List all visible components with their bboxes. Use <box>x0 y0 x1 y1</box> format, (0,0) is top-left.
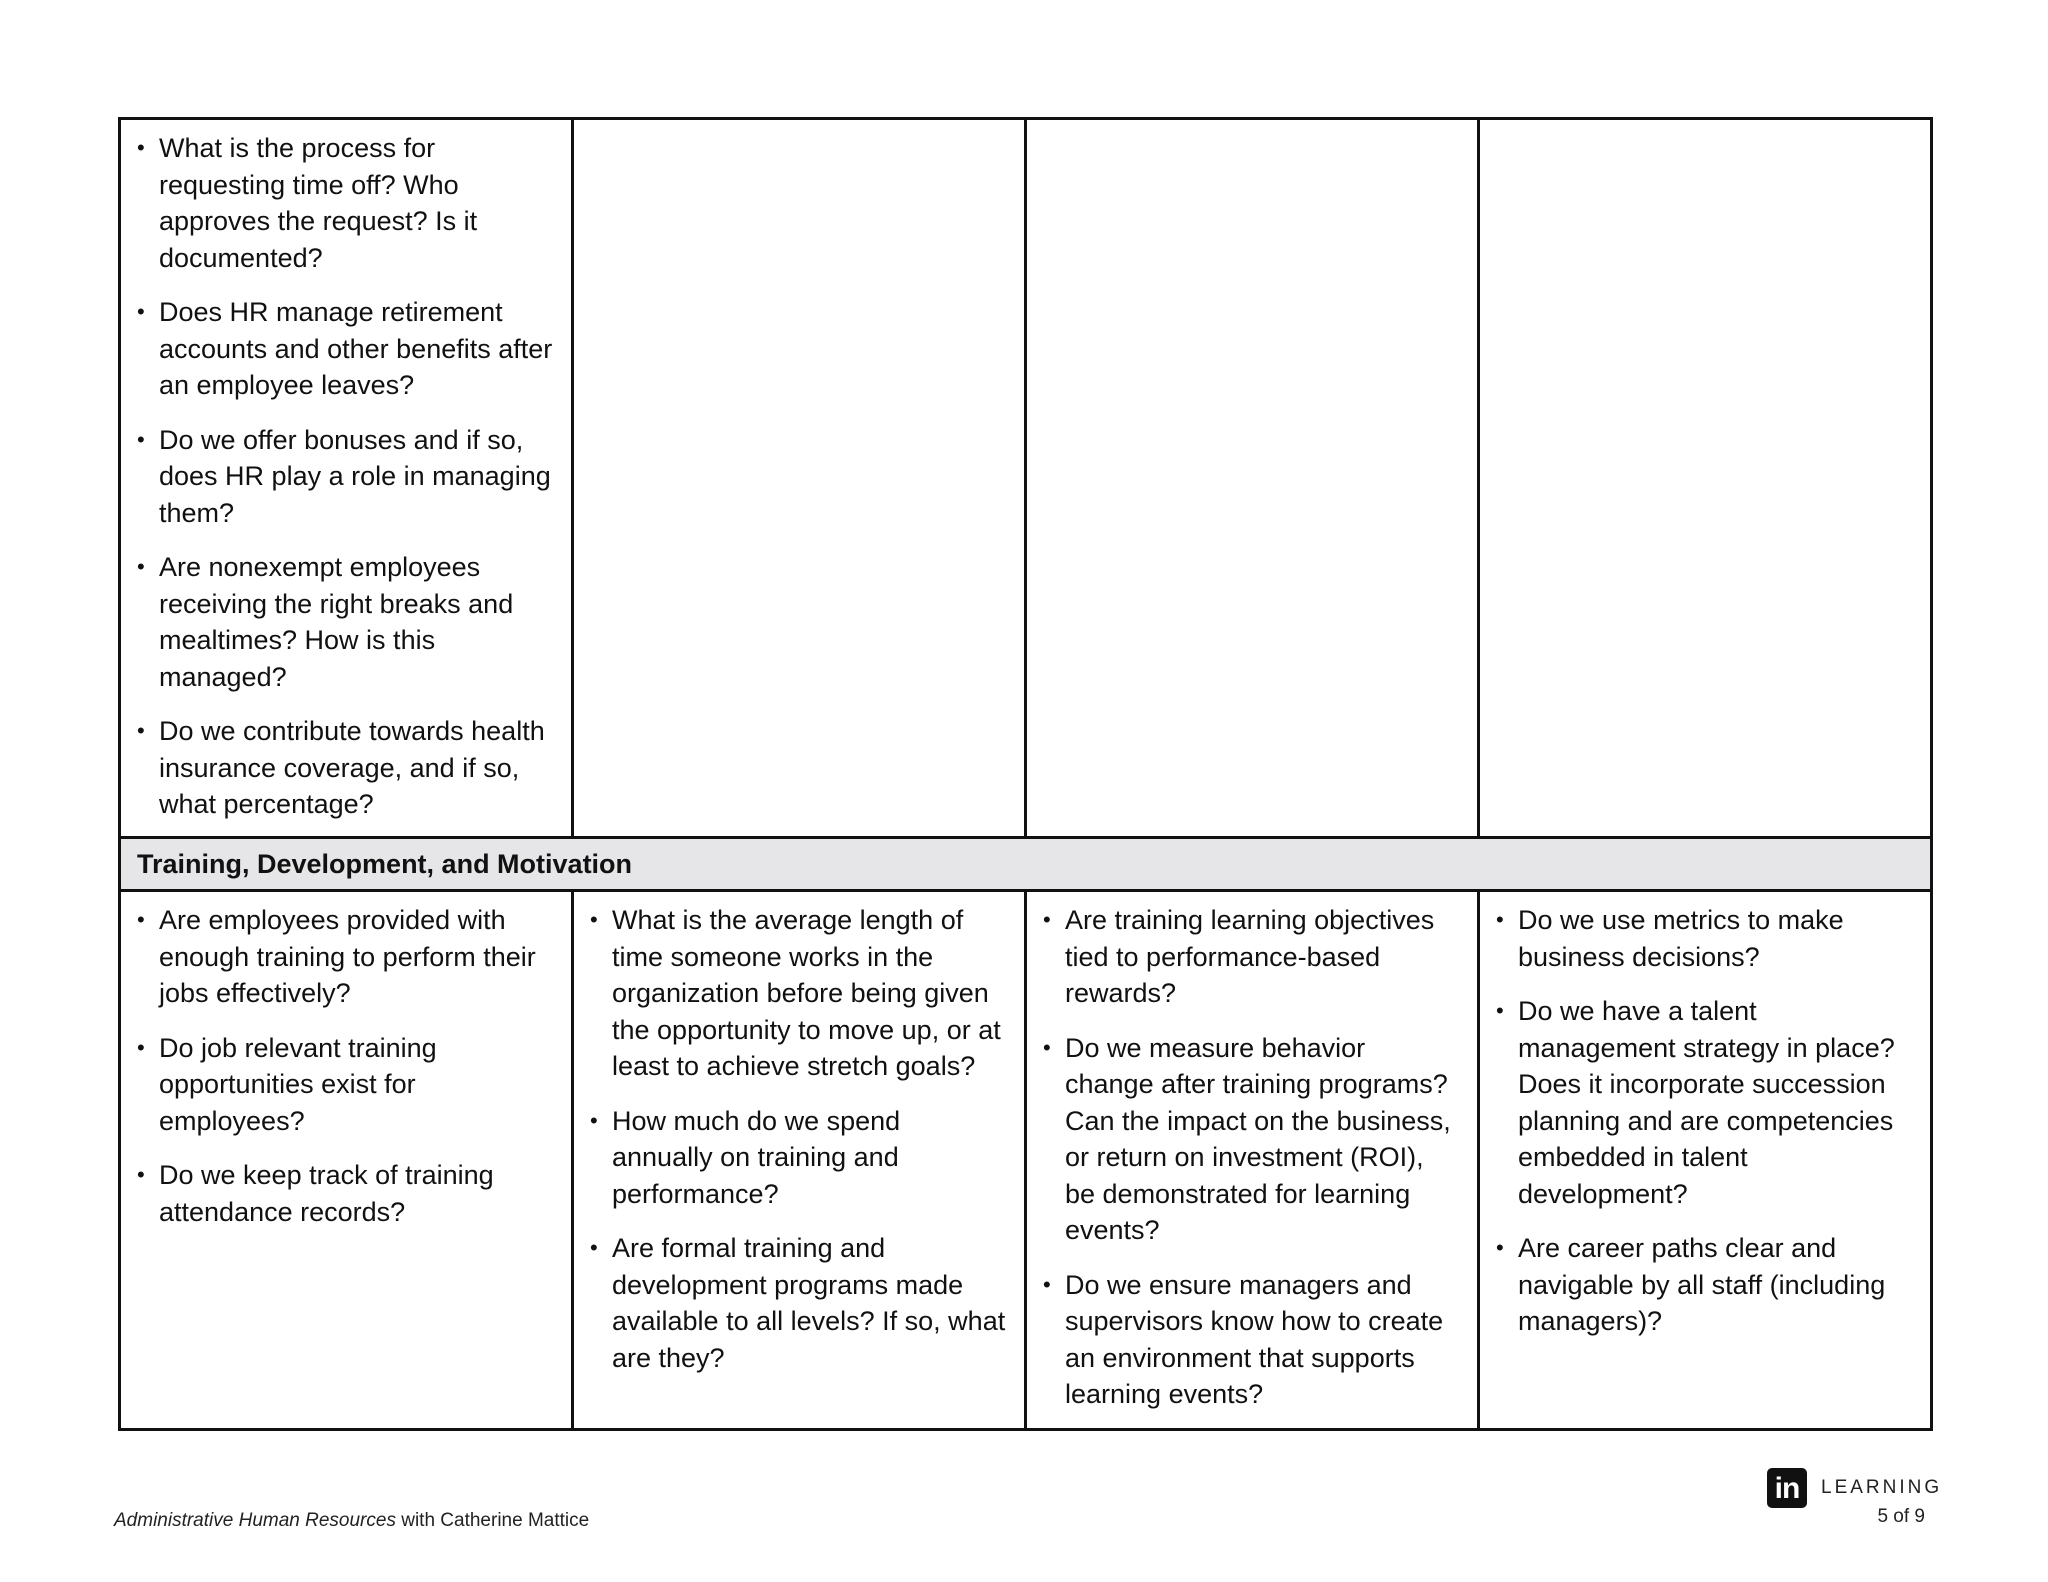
list-item: • Are formal training and development programs made available to all levels? If so, what are they? <box>590 1230 1012 1376</box>
list-item: • Do we offer bonuses and if so, does HR play a role in managing them? <box>137 422 559 532</box>
brand-mark <box>1767 1468 1942 1508</box>
question-list <box>1496 902 1918 1340</box>
table-cell-top-1 <box>120 119 573 838</box>
course-title: Administrative Human Resources <box>114 1510 396 1531</box>
section-title: Training, Development, and Motivation <box>120 838 1932 891</box>
page-number: 5 of 9 <box>1877 1506 1925 1527</box>
list-item: • Do we keep track of training attendance records? <box>137 1157 559 1230</box>
bullet-icon: • <box>1043 907 1051 932</box>
bullet-icon: • <box>1496 907 1504 932</box>
list-item: • Do we have a talent management strategy in place? Does it incorporate succession planning and are competencies embedded in talent development? <box>1496 993 1918 1212</box>
bullet-icon: • <box>137 426 145 452</box>
bullet-icon: • <box>590 1235 598 1260</box>
list-item: • How much do we spend annually on training and performance? <box>590 1103 1012 1213</box>
table-cell-bottom-1 <box>120 891 573 1430</box>
question-list <box>137 902 559 1230</box>
table-cell-bottom-4 <box>1479 891 1932 1430</box>
bullet-icon: • <box>1043 1271 1051 1297</box>
bullet-icon: • <box>137 1162 145 1187</box>
bullet-icon: • <box>137 718 145 743</box>
list-item: • Do job relevant training opportunities exist for employees? <box>137 1030 559 1140</box>
bullet-icon: • <box>137 1034 145 1060</box>
table-cell-bottom-2 <box>573 891 1026 1430</box>
bullet-icon: • <box>590 907 598 932</box>
list-item: • Are employees provided with enough training to perform their jobs effectively? <box>137 902 559 1012</box>
bullet-icon: • <box>1496 998 1504 1023</box>
bullet-icon: • <box>590 1107 598 1133</box>
section-header-row <box>120 838 1932 891</box>
bullet-icon: • <box>137 135 145 160</box>
list-item: • Do we ensure managers and supervisors know how to create an environment that supports learning events? <box>1043 1267 1465 1413</box>
question-list <box>590 902 1012 1376</box>
bullet-icon: • <box>137 554 145 579</box>
table-row <box>120 119 1932 838</box>
linkedin-logo-icon: in <box>1767 1468 1807 1508</box>
table-cell-top-2 <box>573 119 1026 838</box>
table-cell-top-4 <box>1479 119 1932 838</box>
list-item: • Does HR manage retirement accounts and other benefits after an employee leaves? <box>137 294 559 404</box>
list-item: • Are nonexempt employees receiving the right breaks and mealtimes? How is this managed? <box>137 549 559 695</box>
bullet-icon: • <box>1496 1235 1504 1260</box>
list-item: • Do we measure behavior change after training programs? Can the impact on the business, or return on investment (ROI), be demonstrated for learning events? <box>1043 1030 1465 1249</box>
table-cell-top-3 <box>1026 119 1479 838</box>
bullet-icon: • <box>1043 1034 1051 1060</box>
list-item: • What is the average length of time someone works in the organization before being given the opportunity to move up, or at least to achieve stretch goals? <box>590 902 1012 1085</box>
list-item: • Are training learning objectives tied to performance-based rewards? <box>1043 902 1465 1012</box>
brand-wordmark: LEARNING <box>1821 1477 1943 1498</box>
list-item: • Do we contribute towards health insurance coverage, and if so, what percentage? <box>137 713 559 823</box>
list-item: • Are career paths clear and navigable by all staff (including managers)? <box>1496 1230 1918 1340</box>
list-item: • What is the process for requesting time off? Who approves the request? Is it documented? <box>137 130 559 276</box>
bullet-icon: • <box>137 907 145 932</box>
question-list <box>1043 902 1465 1413</box>
list-item: • Do we use metrics to make business decisions? <box>1496 902 1918 975</box>
table-row <box>120 891 1932 1430</box>
footer-course-title <box>114 1510 589 1532</box>
question-list <box>137 130 559 823</box>
table-cell-bottom-3 <box>1026 891 1479 1430</box>
course-author: with Catherine Mattice <box>395 1510 590 1531</box>
questions-table <box>118 117 1933 1431</box>
bullet-icon: • <box>137 299 145 324</box>
